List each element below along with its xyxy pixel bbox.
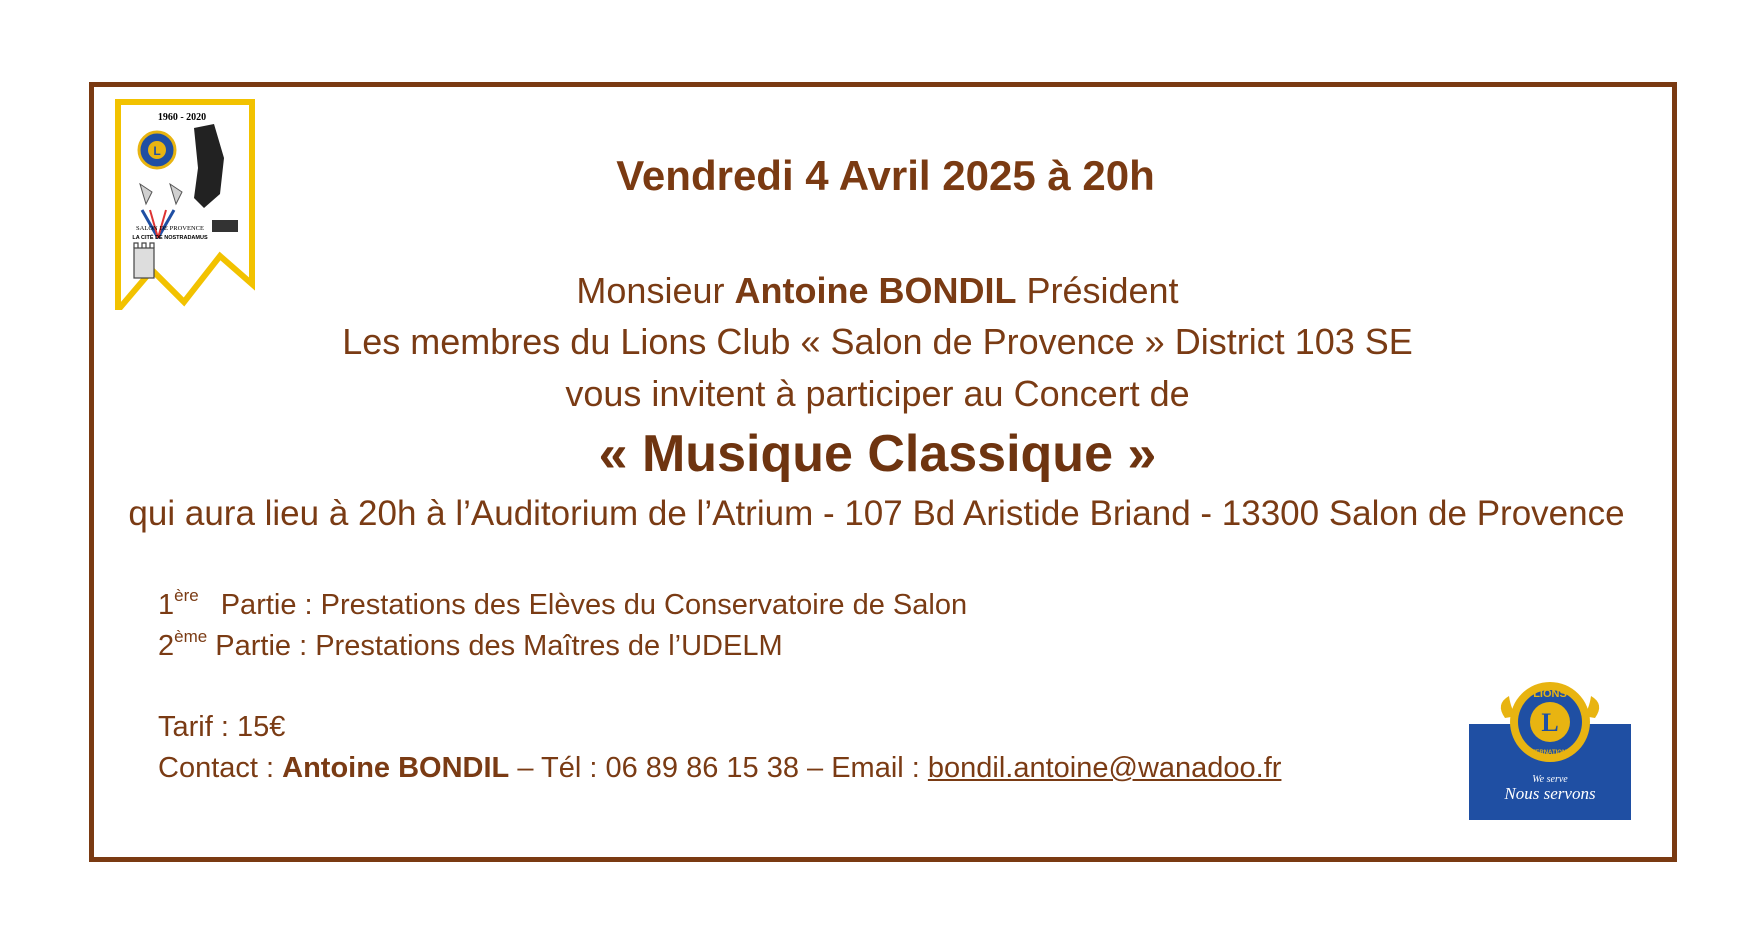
contact-name: Antoine BONDIL [282,752,510,784]
pennant-city: SALON DE PROVENCE [136,225,204,232]
invitation-line: vous invitent à participer au Concert de [565,373,1190,414]
president-prefix: Monsieur [576,270,735,311]
program-part-2 [158,627,783,663]
president-suffix: Président [1016,270,1179,311]
motto-english: We serve [1532,774,1568,785]
motto-french: Nous servons [1504,784,1596,803]
venue-line: qui aura lieu à 20h à l’Auditorium de l’Atrium - 107 Bd Aristide Briand - 13300 Salon de Provence [128,494,1625,533]
part2-number: 2 [158,630,175,662]
emblem-letter: L [1541,708,1559,737]
contact-phone: – Tél : 06 89 86 15 38 – Email : [509,752,928,784]
program-part-1 [158,586,968,622]
pennant-subtitle: LA CITÉ DE NOSTRADAMUS [132,235,208,241]
pennant-years: 1960 - 2020 [157,112,207,123]
president-name: Antoine BONDIL [734,270,1017,311]
contact-prefix: Contact : [158,752,283,784]
club-members-line: Les membres du Lions Club « Salon de Provence » District 103 SE [342,321,1413,362]
part2-text: Partie : Prestations des Maîtres de l’UDELM [207,630,783,662]
contact-email-link[interactable]: bondil.antoine@wanadoo.fr [927,752,1282,784]
part1-number: 1 [158,589,175,621]
concert-title: « Musique Classique » [598,425,1157,483]
emblem-bottom-text: INTERNATIONAL [1525,750,1575,756]
pennant-emblem-letter: L [153,144,161,158]
tarif-line: Tarif : 15€ [158,711,286,743]
emblem-top-text: LIONS [1533,688,1567,700]
part1-text: Partie : Prestations des Elèves du Conservatoire de Salon [220,589,968,621]
event-date: Vendredi 4 Avril 2025 à 20h [616,152,1155,199]
contact-line [158,752,1281,785]
part1-superscript: ère [174,586,199,605]
lions-international-logo [1469,674,1631,820]
president-line [0,270,1755,312]
part2-superscript: ème [174,627,208,646]
